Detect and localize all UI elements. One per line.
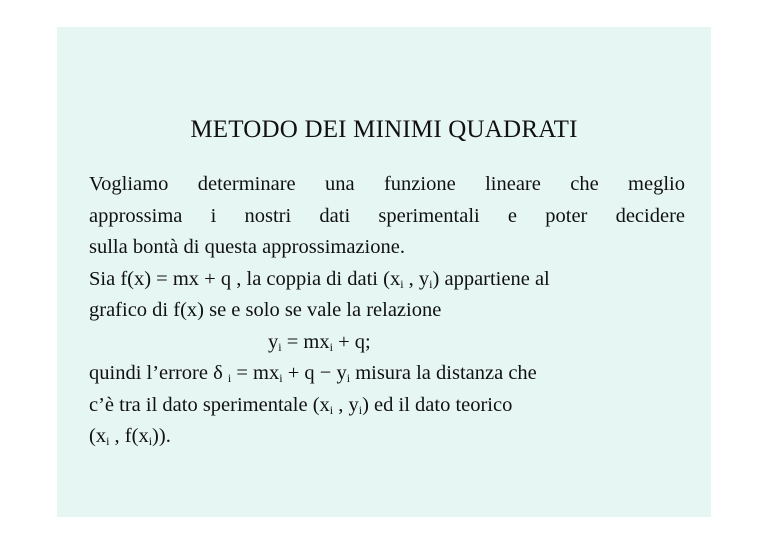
relation-equation — [89, 327, 685, 359]
paragraph-line-1: Vogliamo determinare una funzione lineare che meglio — [89, 173, 685, 195]
subscript-i: i — [346, 371, 351, 385]
theoretical-mid: , f(x — [109, 425, 149, 447]
theoretical-start: (x — [89, 425, 107, 447]
subscript-i: i — [227, 371, 232, 385]
function-definition-line — [89, 264, 685, 296]
paragraph-line-2: approssima i nostri dati sperimentali e poter decidere — [89, 204, 685, 227]
subscript-i: i — [329, 339, 333, 354]
subscript-i: i — [148, 434, 153, 448]
theoretical-data-line — [89, 421, 685, 453]
experimental-end: ) ed il dato teorico — [362, 393, 513, 416]
subscript-i: i — [279, 371, 283, 385]
equation-y: y — [268, 330, 279, 353]
subscript-i: i — [278, 339, 282, 354]
subscript-i: i — [400, 276, 404, 291]
experimental-data-line — [89, 390, 685, 422]
error-start: quindi l’errore δ — [89, 362, 228, 384]
subscript-i: i — [429, 276, 433, 291]
graph-condition-line: grafico di f(x) se e solo se vale la relazione — [89, 299, 442, 321]
slide-body — [89, 169, 685, 453]
equation-mx: = mx — [281, 330, 330, 353]
function-definition-mid: , y — [403, 267, 430, 290]
function-definition-start: Sia f(x) = mx + q , la coppia di dati (x — [89, 267, 401, 290]
slide — [57, 27, 711, 517]
experimental-start: c’è tra il dato sperimentale (x — [89, 393, 330, 416]
subscript-i: i — [329, 402, 334, 417]
error-definition-line — [89, 358, 685, 390]
slide-title: METODO DEI MINIMI QUADRATI — [190, 116, 578, 143]
subscript-i: i — [358, 402, 363, 417]
paragraph-line-3: sulla bontà di questa approssimazione. — [89, 236, 405, 258]
equation-q: + q; — [332, 330, 371, 353]
experimental-mid: , y — [333, 393, 359, 416]
function-definition-end: ) appartiene al — [432, 267, 550, 290]
theoretical-end: )). — [152, 425, 171, 447]
error-end: misura la distanza che — [350, 362, 537, 384]
error-mx: = mx — [231, 362, 280, 384]
subscript-i: i — [106, 434, 110, 448]
error-q-y: + q − y — [282, 362, 347, 384]
